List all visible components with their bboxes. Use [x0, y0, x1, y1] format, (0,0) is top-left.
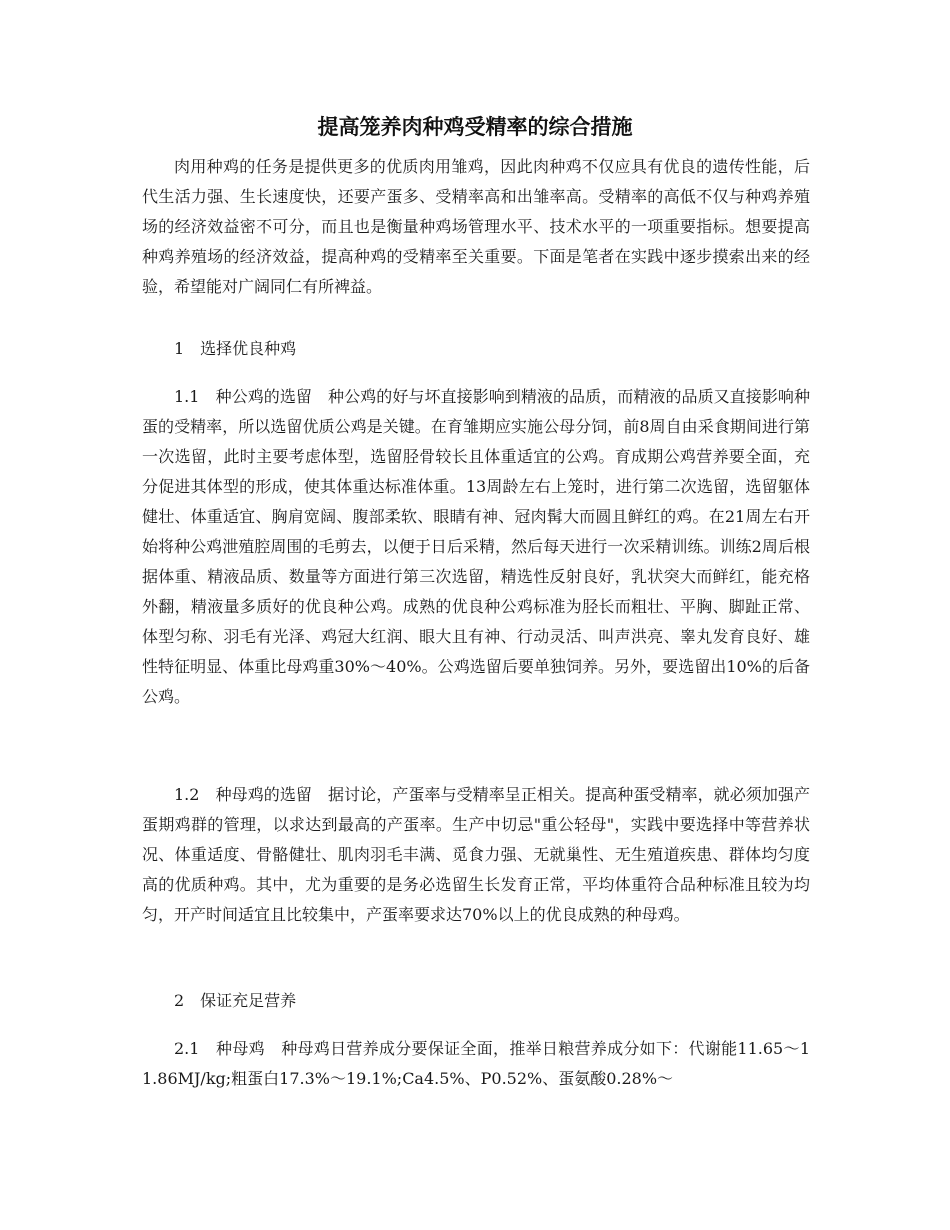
section-2-1-paragraph: 2.1 种母鸡 种母鸡日营养成分要保证全面，推举日粮营养成分如下：代谢能11.65～11.86MJ/kg;粗蛋白17.3%～19.1%;Ca4.5%、P0.52%、蛋氨酸0.28%～	[142, 1039, 810, 1088]
document-title: 提高笼养肉种鸡受精率的综合措施	[317, 114, 633, 139]
section-2-heading: 2 保证充足营养	[174, 991, 297, 1010]
intro-paragraph: 肉用种鸡的任务是提供更多的优质肉用雏鸡，因此肉种鸡不仅应具有优良的遗传性能，后代生活力强、生长速度快，还要产蛋多、受精率高和出雏率高。受精率的高低不仅与种鸡养殖场的经济效益密不可分，而且也是衡量种鸡场管理水平、技术水平的一项重要指标。想要提高种鸡养殖场的经济效益，提高种鸡的受精率至关重要。下面是笔者在实践中逐步摸索出来的经验，希望能对广阔同仁有所裨益。	[142, 157, 810, 296]
section-1-1-paragraph: 1.1 种公鸡的选留 种公鸡的好与坏直接影响到精液的品质，而精液的品质又直接影响种蛋的受精率，所以选留优质公鸡是关键。在育雏期应实施公母分饲，前8周自由采食期间进行第一次选留，此时主要考虑体型，选留胫骨较长且体重适宜的公鸡。育成期公鸡营养要全面，充分促进其体型的形成，使其体重达标准体重。13周龄左右上笼时，进行第二次选留，选留躯体健壮、体重适宜、胸肩宽阔、腹部柔软、眼睛有神、冠肉髯大而圆且鲜红的鸡。在21周左右开始将种公鸡泄殖腔周围的毛剪去，以便于日后采精，然后每天进行一次采精训练。训练2周后根据体重、精液品质、数量等方面进行第三次选留，精选性反射良好，乳状突大而鲜红，能充格外翻，精液量多质好的优良种公鸡。成熟的优良种公鸡标准为胫长而粗壮、平胸、脚趾正常、体型匀称、羽毛有光泽、鸡冠大红润、眼大且有神、行动灵活、叫声洪亮、睾丸发育良好、雄性特征明显、体重比母鸡重30%～40%。公鸡选留后要单独饲养。另外，要选留出10%的后备公鸡。	[142, 387, 810, 706]
section-1-2-paragraph: 1.2 种母鸡的选留 据讨论，产蛋率与受精率呈正相关。提高种蛋受精率，就必须加强产蛋期鸡群的管理，以求达到最高的产蛋率。生产中切忌"重公轻母"，实践中要选择中等营养状况、体重适度、骨骼健壮、肌肉羽毛丰满、觅食力强、无就巢性、无生殖道疾患、群体均匀度高的优质种鸡。其中，尤为重要的是务必选留生长发育正常，平均体重符合品种标准且较为均匀，开产时间适宜且比较集中，产蛋率要求达70%以上的优良成熟的种母鸡。	[142, 785, 810, 924]
section-1-heading: 1 选择优良种鸡	[174, 339, 297, 358]
